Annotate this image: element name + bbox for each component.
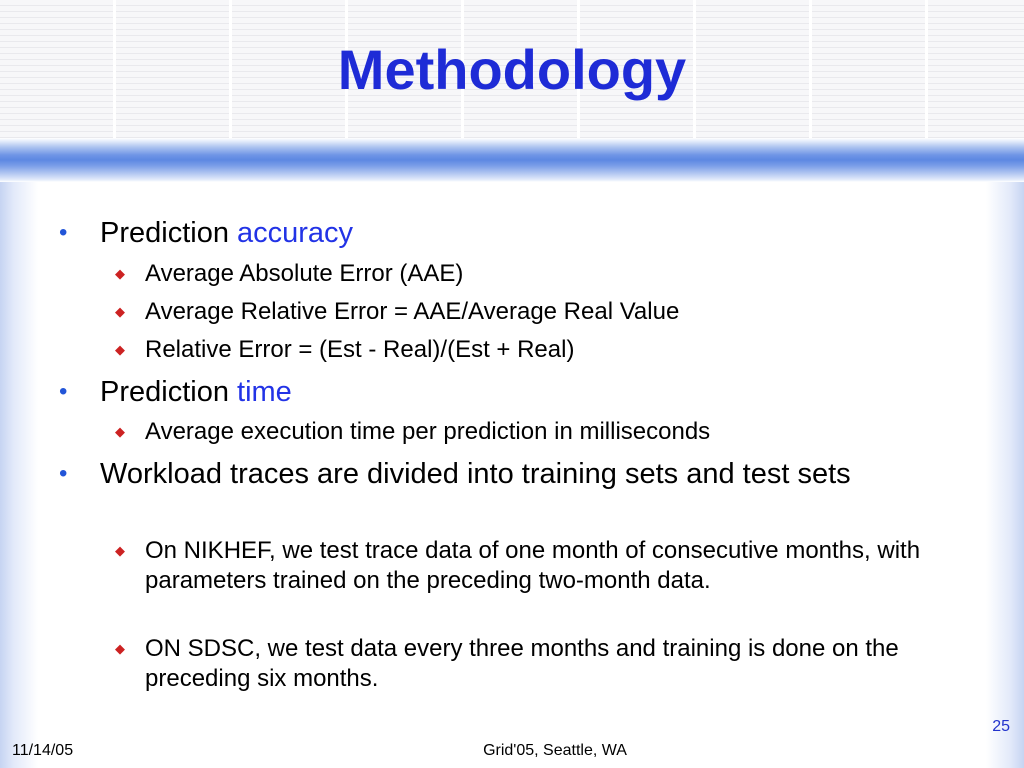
bullet-icon: • [59, 378, 68, 405]
accent-word-accuracy: accuracy [237, 217, 354, 249]
subitem-relative-error: Relative Error = (Est - Real)/(Est + Real) [145, 336, 575, 363]
subitem-nikhef: On NIKHEF, we test trace data of one month of consecutive months, with parameters trained on the preceding two-month data. [145, 537, 921, 594]
bullet-item-prediction-time [100, 374, 960, 410]
subitem-aae: Average Absolute Error (AAE) [145, 260, 464, 287]
diamond-bullet-icon: ◆ [115, 342, 125, 357]
subitem-sdsc: ON SDSC, we test data every three months and training is done on the preceding six months. [145, 635, 899, 692]
accent-word-time: time [237, 376, 292, 408]
page-number: 25 [992, 718, 1010, 735]
bullet-text: Prediction [100, 376, 238, 408]
subitem-average-relative-error: Average Relative Error = AAE/Average Real Value [145, 298, 680, 325]
footer-date: 11/14/05 [12, 742, 74, 759]
diamond-bullet-icon: ◆ [115, 424, 125, 439]
bullet-icon: • [59, 219, 68, 246]
subitem-execution-time: Average execution time per prediction in milliseconds [145, 418, 711, 445]
diamond-bullet-icon: ◆ [115, 641, 125, 656]
bullet-item-workload-traces: Workload traces are divided into training sets and test sets [100, 458, 851, 490]
footer-conference: Grid'05, Seattle, WA [483, 742, 627, 759]
slide-title: Methodology [337, 38, 687, 101]
diamond-bullet-icon: ◆ [115, 543, 125, 558]
bullet-item-prediction-accuracy [100, 215, 960, 251]
diamond-bullet-icon: ◆ [115, 304, 125, 319]
diamond-bullet-icon: ◆ [115, 266, 125, 281]
bullet-icon: • [59, 460, 68, 487]
bullet-text: Prediction [100, 217, 238, 249]
